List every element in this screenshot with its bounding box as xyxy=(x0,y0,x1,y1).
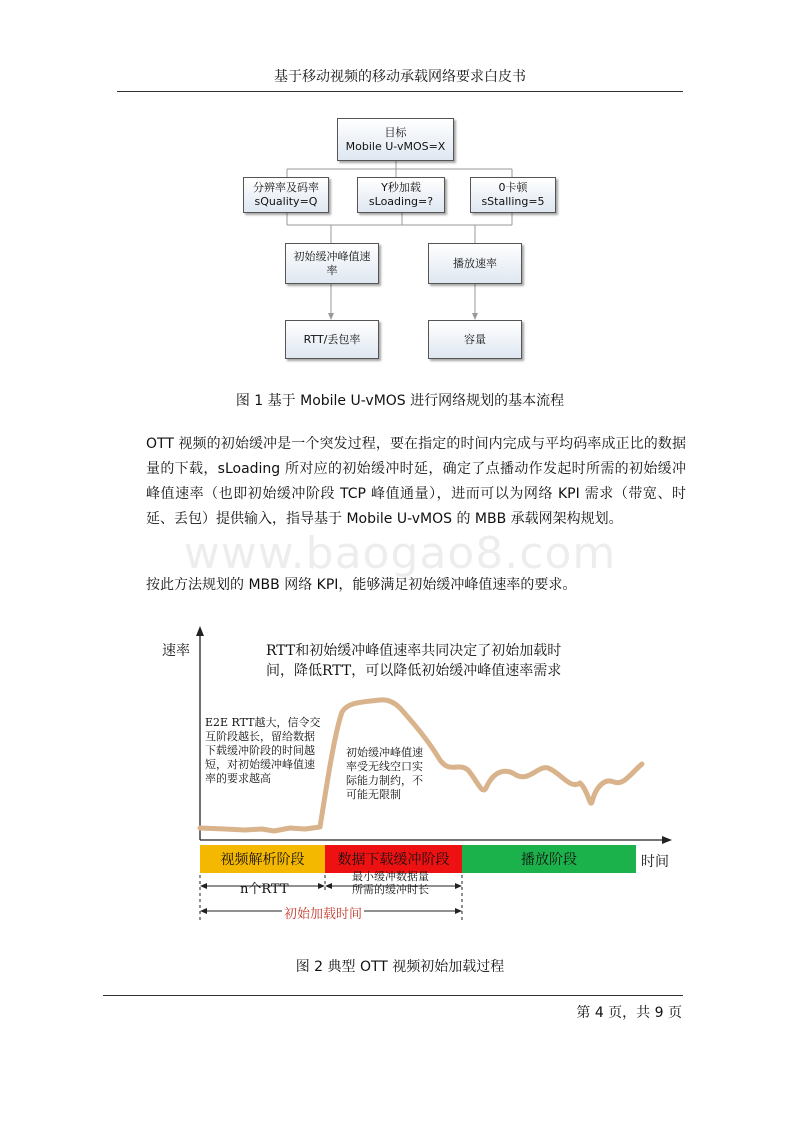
x-axis-arrow xyxy=(662,836,672,844)
buffer-note-line2: 所需的缓冲时长 xyxy=(352,883,429,896)
y-axis-label: 速率 xyxy=(162,643,190,659)
paragraph-1: OTT 视频的初始缓冲是一个突发过程，要在指定的时间内完成与平均码率成正比的数据量的下载，sLoading 所对应的初始缓冲时延，确定了点播动作发起时所需的初始缓冲峰值速率（也即初始缓冲阶段 TCP 峰值通量），进而可以为网络 KPI 需求（带宽、时延、丢包）提供输入，指导基于 Mobile U-vMOS 的 MBB 承载网架构规划。 xyxy=(146,436,686,527)
radio-note-line4: 可能无限制 xyxy=(346,788,401,801)
quality-label: 分辨率及码率 xyxy=(253,181,319,194)
buffer-duration-note xyxy=(352,870,429,896)
rtt-note-line4: 短，对初始缓冲峰值速 xyxy=(205,758,315,771)
y-axis-arrow xyxy=(196,626,204,636)
top-note xyxy=(266,641,561,681)
phase-video-parse-label: 视频解析阶段 xyxy=(220,852,305,868)
quality-formula: sQuality=Q xyxy=(254,195,318,208)
init-load-time-label: 初始加载时间 xyxy=(282,903,364,922)
rtt-note-line3: 下载缓冲阶段的时间越 xyxy=(205,744,315,757)
rtt-loss-label: RTT/丢包率 xyxy=(303,332,361,346)
capacity-label: 容量 xyxy=(464,332,486,346)
rtt-note xyxy=(205,716,321,786)
radio-limit-note xyxy=(346,746,423,802)
top-note-line1: RTT和初始缓冲峰值速率共同决定了初始加载时 xyxy=(266,643,562,659)
paragraph-2: 按此方法规划的 MBB 网络 KPI，能够满足初始缓冲峰值速率的要求。 xyxy=(146,577,577,593)
figure2-caption: 图 2 典型 OTT 视频初始加载过程 xyxy=(295,959,505,975)
phase-video-parse xyxy=(200,845,325,873)
rtt-note-line5: 率的要求越高 xyxy=(205,772,271,785)
footer-divider xyxy=(103,995,683,996)
figure1-caption: 图 1 基于 Mobile U-vMOS 进行网络规划的基本流程 xyxy=(235,393,565,409)
rtt-note-line1: E2E RTT越大，信令交 xyxy=(205,716,321,729)
phase-data-download-label: 数据下载缓冲阶段 xyxy=(337,852,450,868)
watermark: www.baogao8.com xyxy=(183,528,617,579)
radio-note-line2: 率受无线空口实 xyxy=(346,760,423,773)
radio-note-line1: 初始缓冲峰值速 xyxy=(346,746,423,759)
phase-data-download xyxy=(325,845,462,873)
buffer-note-line1: 最小缓冲数据量 xyxy=(352,870,429,883)
radio-note-line3: 际能力制约，不 xyxy=(346,774,423,787)
phase-playback xyxy=(462,845,636,873)
loading-formula: sLoading=? xyxy=(368,195,434,208)
peak-rate-label-line1: 初始缓冲峰值速 xyxy=(293,249,371,263)
target-label: 目标 xyxy=(384,125,407,139)
rtt-note-line2: 互阶段越长，留给数据 xyxy=(205,730,315,743)
x-axis-label: 时间 xyxy=(641,854,669,870)
page-number: 第 4 页，共 9 页 xyxy=(576,1005,682,1021)
top-note-line2: 间，降低RTT，可以降低初始缓冲峰值速率需求 xyxy=(266,663,562,679)
target-formula: Mobile U-vMOS=X xyxy=(345,139,446,153)
header-title: 基于移动视频的移动承载网络要求白皮书 xyxy=(274,69,526,85)
phase-playback-label: 播放阶段 xyxy=(521,852,577,868)
loading-label: Y秒加载 xyxy=(381,181,421,194)
n-rtt-label: n个RTT xyxy=(240,882,289,897)
peak-rate-label-line2: 率 xyxy=(326,263,338,277)
stalling-label: 0卡顿 xyxy=(498,181,528,194)
stalling-formula: sStalling=5 xyxy=(481,195,545,208)
play-rate-label: 播放速率 xyxy=(453,256,497,270)
